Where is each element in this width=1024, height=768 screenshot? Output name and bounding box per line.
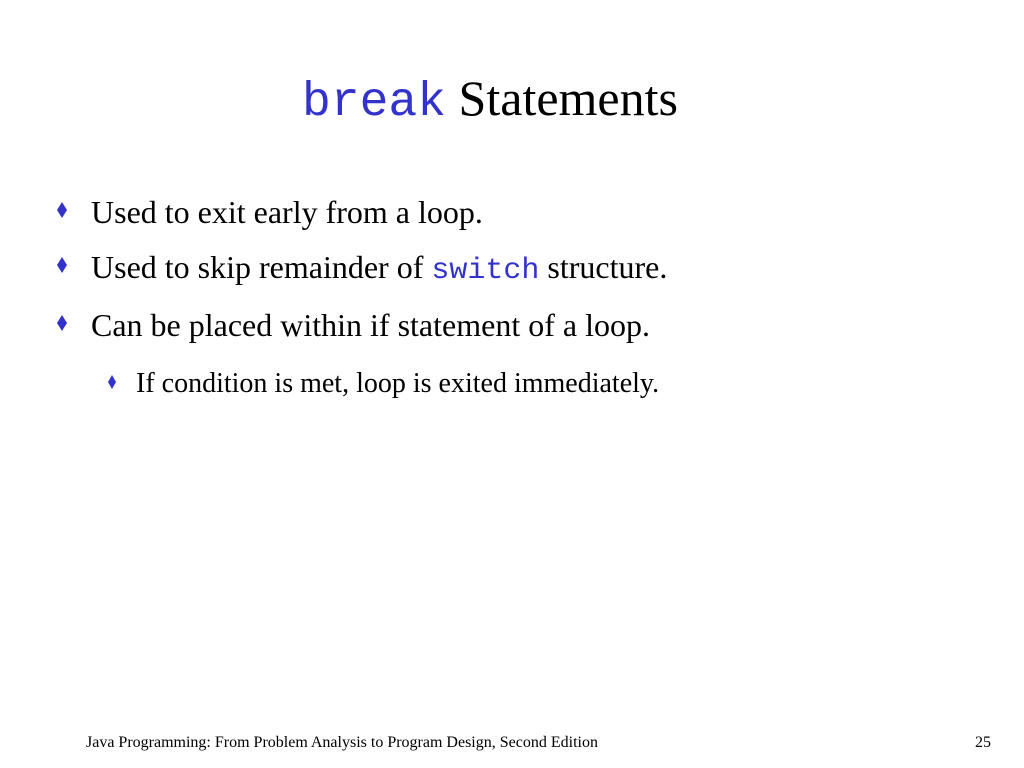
bullet-code-keyword: switch xyxy=(431,254,540,288)
sub-bullet-text: If condition is met, loop is exited immediately. xyxy=(136,368,660,399)
bullet-item xyxy=(91,192,483,232)
title-code-keyword: break xyxy=(302,76,447,130)
diamond-bullet-icon xyxy=(57,247,73,287)
sub-bullet-item xyxy=(136,364,659,404)
slide-title xyxy=(0,62,980,139)
bullet-text-after: structure. xyxy=(547,249,668,285)
title-text: Statements xyxy=(458,70,678,126)
bullet-item xyxy=(91,247,667,291)
bullet-text: Can be placed within if statement of a loop. xyxy=(91,307,650,343)
footer-page-number: 25 xyxy=(975,734,991,751)
bullet-text: Used to exit early from a loop. xyxy=(91,194,483,230)
diamond-bullet-icon xyxy=(57,192,73,232)
diamond-bullet-icon xyxy=(108,364,124,404)
bullet-item xyxy=(91,305,650,345)
bullet-text-before: Used to skip remainder of xyxy=(91,249,424,285)
footer-book-title: Java Programming: From Problem Analysis to Program Design, Second Edition xyxy=(86,734,598,751)
diamond-bullet-icon xyxy=(57,305,73,345)
bullet-text xyxy=(91,249,668,288)
